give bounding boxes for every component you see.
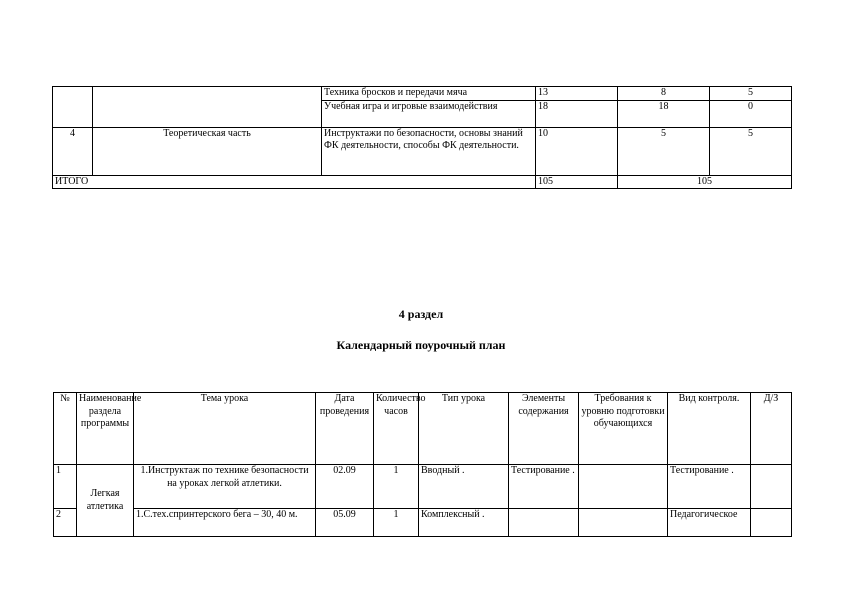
row-hours: 1 (374, 509, 419, 537)
table-row (54, 465, 792, 509)
table-row (54, 509, 792, 537)
table-row (53, 100, 792, 127)
row-number: 4 (53, 127, 93, 175)
row-homework (751, 509, 792, 537)
row-value-a: 5 (618, 127, 710, 175)
row-topic: 1.Инструктаж по технике безопасности на уроках легкой атлетики. (134, 465, 316, 509)
header-hours: Количество часов (374, 393, 419, 465)
row-topic: Техника бросков и передачи мяча (322, 87, 536, 101)
total-hours: 105 (536, 175, 618, 189)
header-topic: Тема урока (134, 393, 316, 465)
row-homework (751, 465, 792, 509)
row-number (53, 100, 93, 127)
lesson-plan-table (53, 392, 792, 537)
row-date: 05.09 (316, 509, 374, 537)
header-control: Вид контроля. (668, 393, 751, 465)
total-label: ИТОГО (53, 175, 536, 189)
header-number: № (54, 393, 77, 465)
row-type: Комплексный . (419, 509, 509, 537)
row-hours: 10 (536, 127, 618, 175)
page-title: Календарный поурочный план (336, 338, 506, 352)
row-control: Педагогическое (668, 509, 751, 537)
row-value-b: 5 (710, 127, 792, 175)
row-value-b: 0 (710, 100, 792, 127)
header-type: Тип урока (419, 393, 509, 465)
row-topic: Учебная игра и игровые взаимодействия (322, 100, 536, 127)
row-section (93, 100, 322, 127)
section-name: Легкая атлетика (77, 465, 134, 537)
header-section: Наименование раздела программы (77, 393, 134, 465)
row-value-a: 18 (618, 100, 710, 127)
row-section (93, 87, 322, 101)
row-value-a: 8 (618, 87, 710, 101)
row-value-b: 5 (710, 87, 792, 101)
section-heading: 4 раздел (398, 307, 444, 321)
row-hours: 1 (374, 465, 419, 509)
row-hours: 13 (536, 87, 618, 101)
row-hours: 18 (536, 100, 618, 127)
row-type: Вводный . (419, 465, 509, 509)
total-row (53, 175, 792, 189)
row-requirements (579, 509, 668, 537)
header-row (54, 393, 792, 465)
row-number: 1 (54, 465, 77, 509)
row-number: 2 (54, 509, 77, 537)
row-control: Тестирование . (668, 465, 751, 509)
row-number (53, 87, 93, 101)
row-topic: 1.С.тех.спринтерского бега – 30, 40 м. (134, 509, 316, 537)
header-elements: Элементы содержания (509, 393, 579, 465)
header-homework: Д/З (751, 393, 792, 465)
row-requirements (579, 465, 668, 509)
row-elements: Тестирование . (509, 465, 579, 509)
row-date: 02.09 (316, 465, 374, 509)
total-sum: 105 (618, 175, 792, 189)
row-topic: Инструктажи по безопасности, основы знаний ФК деятельности, способы ФК деятельности. (322, 127, 536, 175)
header-requirements: Требования к уровню подготовки обучающихся (579, 393, 668, 465)
table-row (53, 127, 792, 175)
row-elements (509, 509, 579, 537)
summary-table (52, 86, 792, 189)
row-section: Теоретическая часть (93, 127, 322, 175)
table-row (53, 87, 792, 101)
header-date: Дата проведения (316, 393, 374, 465)
